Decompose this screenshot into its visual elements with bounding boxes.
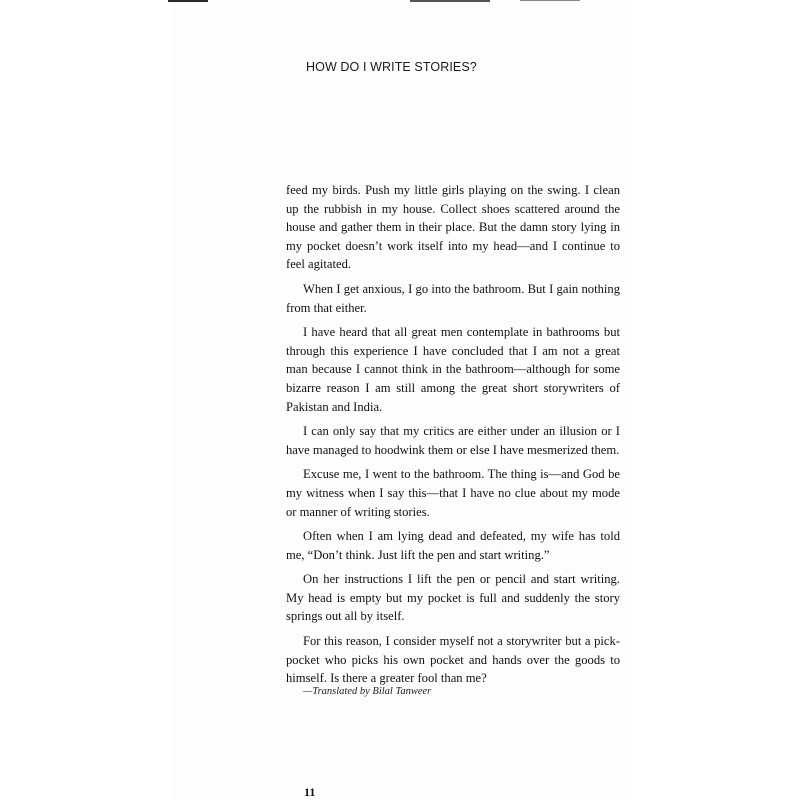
paragraph: I can only say that my critics are either under an illusion or I have managed to hoodwink them or else I have mesmerized them. xyxy=(286,424,620,457)
translator-credit: —Translated by Bilal Tanweer xyxy=(303,686,432,697)
running-head: HOW DO I WRITE STORIES? xyxy=(306,60,477,74)
page-number: 11 xyxy=(304,785,316,799)
paragraph: On her instructions I lift the pen or pencil and start writing. My head is empty but my pocket is full and suddenly the story springs out all by itself. xyxy=(286,572,620,624)
paragraph: I have heard that all great men contemplate in bathrooms but through this experience I have concluded that I am not a great man because I cannot think in the bathroom—although for some bizarre reason I am still among the great short storywriters of Pakistan and India. xyxy=(286,325,620,414)
paragraph: Excuse me, I went to the bathroom. The thing is—and God be my witness when I say this—that I have no clue about my mode or manner of writing stories. xyxy=(286,467,620,519)
paragraph: Often when I am lying dead and defeated, my wife has told me, “Don’t think. Just lift the pen and start writing.” xyxy=(286,529,620,562)
paragraph: feed my birds. Push my little girls playing on the swing. I clean up the rubbish in my house. Collect shoes scattered around the house and gather them in their place. But the damn story lying in my pocket doesn’t work itself into my head—and I continue to feel agitated. xyxy=(286,183,620,272)
scan-edge-mark xyxy=(410,0,490,2)
body-text xyxy=(286,181,620,694)
scan-edge-mark xyxy=(168,0,208,2)
paragraph: For this reason, I consider myself not a storywriter but a pickpocket who picks his own pocket and hands over the goods to himself. Is there a greater fool than me? xyxy=(286,634,620,686)
paragraph: When I get anxious, I go into the bathroom. But I gain nothing from that either. xyxy=(286,281,620,315)
scan-edge-mark xyxy=(520,0,580,1)
